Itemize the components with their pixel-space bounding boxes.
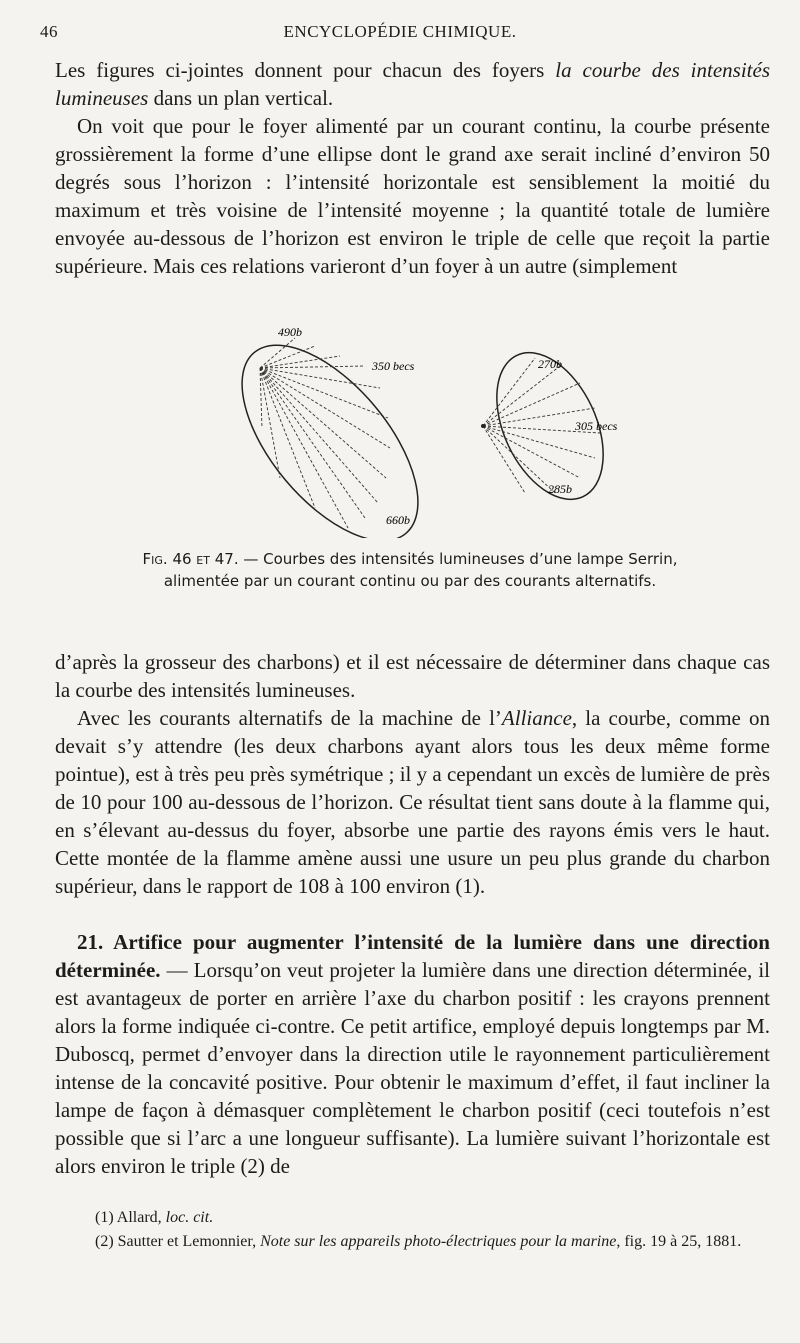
paragraph-continu: On voit que pour le foyer alimenté par un courant continu, la courbe présente grossièrement la forme d’une ellipse dont le grand axe serait incliné d’environ 50 degrés sous l’horizon : l’intensité horizontale est sensiblement la moitié du maximum et très voisine de l’intensité moyenne ; la quantité totale de lumière envoyée au-dessous de l’horizon est environ le triple de celle que reçoit la partie supérieure. Mais ces relations varieront d’un foyer à un autre (simplement: [55, 114, 770, 278]
fig46-label-right: 350 becs: [372, 359, 415, 373]
paragraph-alliance: [55, 704, 770, 900]
page-header: [40, 22, 760, 46]
section-21-body: — Lorsqu’on veut projeter la lumière dans une direction déterminée, il est avantageux de porter en arrière l’axe du charbon positif : les crayons prennent alors la forme indiquée ci-contre. Ce petit artifice, employé depuis longtemps par M. Duboscq, permet d’envoyer dans la direction utile le rayonnement particulièrement intense de la concavité positive. Pour obtenir le maximum d’effet, il faut incliner la lampe de façon à démasquer complètement le charbon positif (ceci toutefois n’est possible que si l’arc a une longueur suffisante). La lumière suivant l’horizontale est alors environ le triple (2) de: [55, 958, 770, 1178]
page-number: 46: [40, 22, 58, 41]
fig46-rays: [260, 338, 390, 528]
section-21: [55, 928, 770, 1180]
section-21-heading: 21. Artifice pour augmenter l’intensité de la lumière dans une direction déterminée.: [55, 930, 770, 982]
intro-text-end: dans un plan vertical.: [148, 86, 334, 110]
fig46-curve: [210, 318, 451, 538]
figure-caption: [70, 548, 750, 592]
section-21-paragraph: [55, 928, 770, 1180]
intro-paragraph: [55, 56, 770, 112]
alliance-text: Avec les courants alternatifs de la machine de l’: [77, 706, 502, 730]
footnote-2: [95, 1232, 785, 1252]
caption-line-1: [70, 548, 750, 570]
fig47-label-bottom: 285b: [548, 482, 572, 496]
footnotes: [95, 1208, 785, 1256]
intro-text: Les figures ci-jointes donnent pour chacun des foyers: [55, 58, 556, 82]
footnote-2-text: (2) Sautter et Lemonnier,: [95, 1233, 261, 1250]
caption-label: Fig. 46 et 47.: [142, 550, 239, 568]
footnote-2-emphasis: Note sur les appareils photo-électriques pour la marine: [260, 1233, 617, 1250]
figure-intensity-curves: [150, 318, 650, 538]
caption-line-2: alimentée par un courant continu ou par des courants alternatifs.: [163, 572, 657, 590]
footnote-1-text: (1) Allard,: [95, 1209, 166, 1226]
caption-text-1: — Courbes des intensités lumineuses d’une lampe Serrin,: [238, 550, 678, 568]
footnote-1-emphasis: loc. cit.: [165, 1209, 214, 1226]
fig46-label-bottom: 660b: [386, 513, 410, 527]
fig47-label-right: 305 becs: [575, 419, 618, 433]
fig46-label-top: 490b: [278, 325, 302, 339]
figure-svg: [150, 318, 650, 538]
footnote-1: [95, 1208, 785, 1228]
text-block-top: [55, 56, 770, 280]
running-head: ENCYCLOPÉDIE CHIMIQUE.: [283, 22, 517, 41]
paragraph-continuation: d’après la grosseur des charbons) et il est nécessaire de déterminer dans chaque cas la courbe des intensités lumineuses.: [55, 650, 770, 702]
alliance-emphasis: Alliance: [501, 706, 572, 730]
alliance-text-end: , la courbe, comme on devait s’y attendre (les deux charbons ayant alors tous les deux même forme pointue), est à très peu près symétrique ; il y a cependant un excès de lumière de près de 10 pour 100 au-dessous de l’horizon. Ce résultat tient sans doute à la flamme qui, en s’élevant au-dessus du foyer, absorbe une partie des rayons émis vers le haut. Cette montée de la flamme amène aussi une usure un peu plus grande du charbon supérieur, dans le rapport de 108 à 100 environ (1).: [55, 706, 770, 898]
fig47-label-top: 270b: [538, 357, 562, 371]
figure-46: [210, 318, 451, 538]
footnote-2-suffix: , fig. 19 à 25, 1881.: [616, 1233, 742, 1250]
text-block-middle: [55, 648, 770, 900]
figure-47: [475, 336, 624, 516]
intro-emphasis: la courbe des intensités lumineuses: [55, 58, 770, 110]
